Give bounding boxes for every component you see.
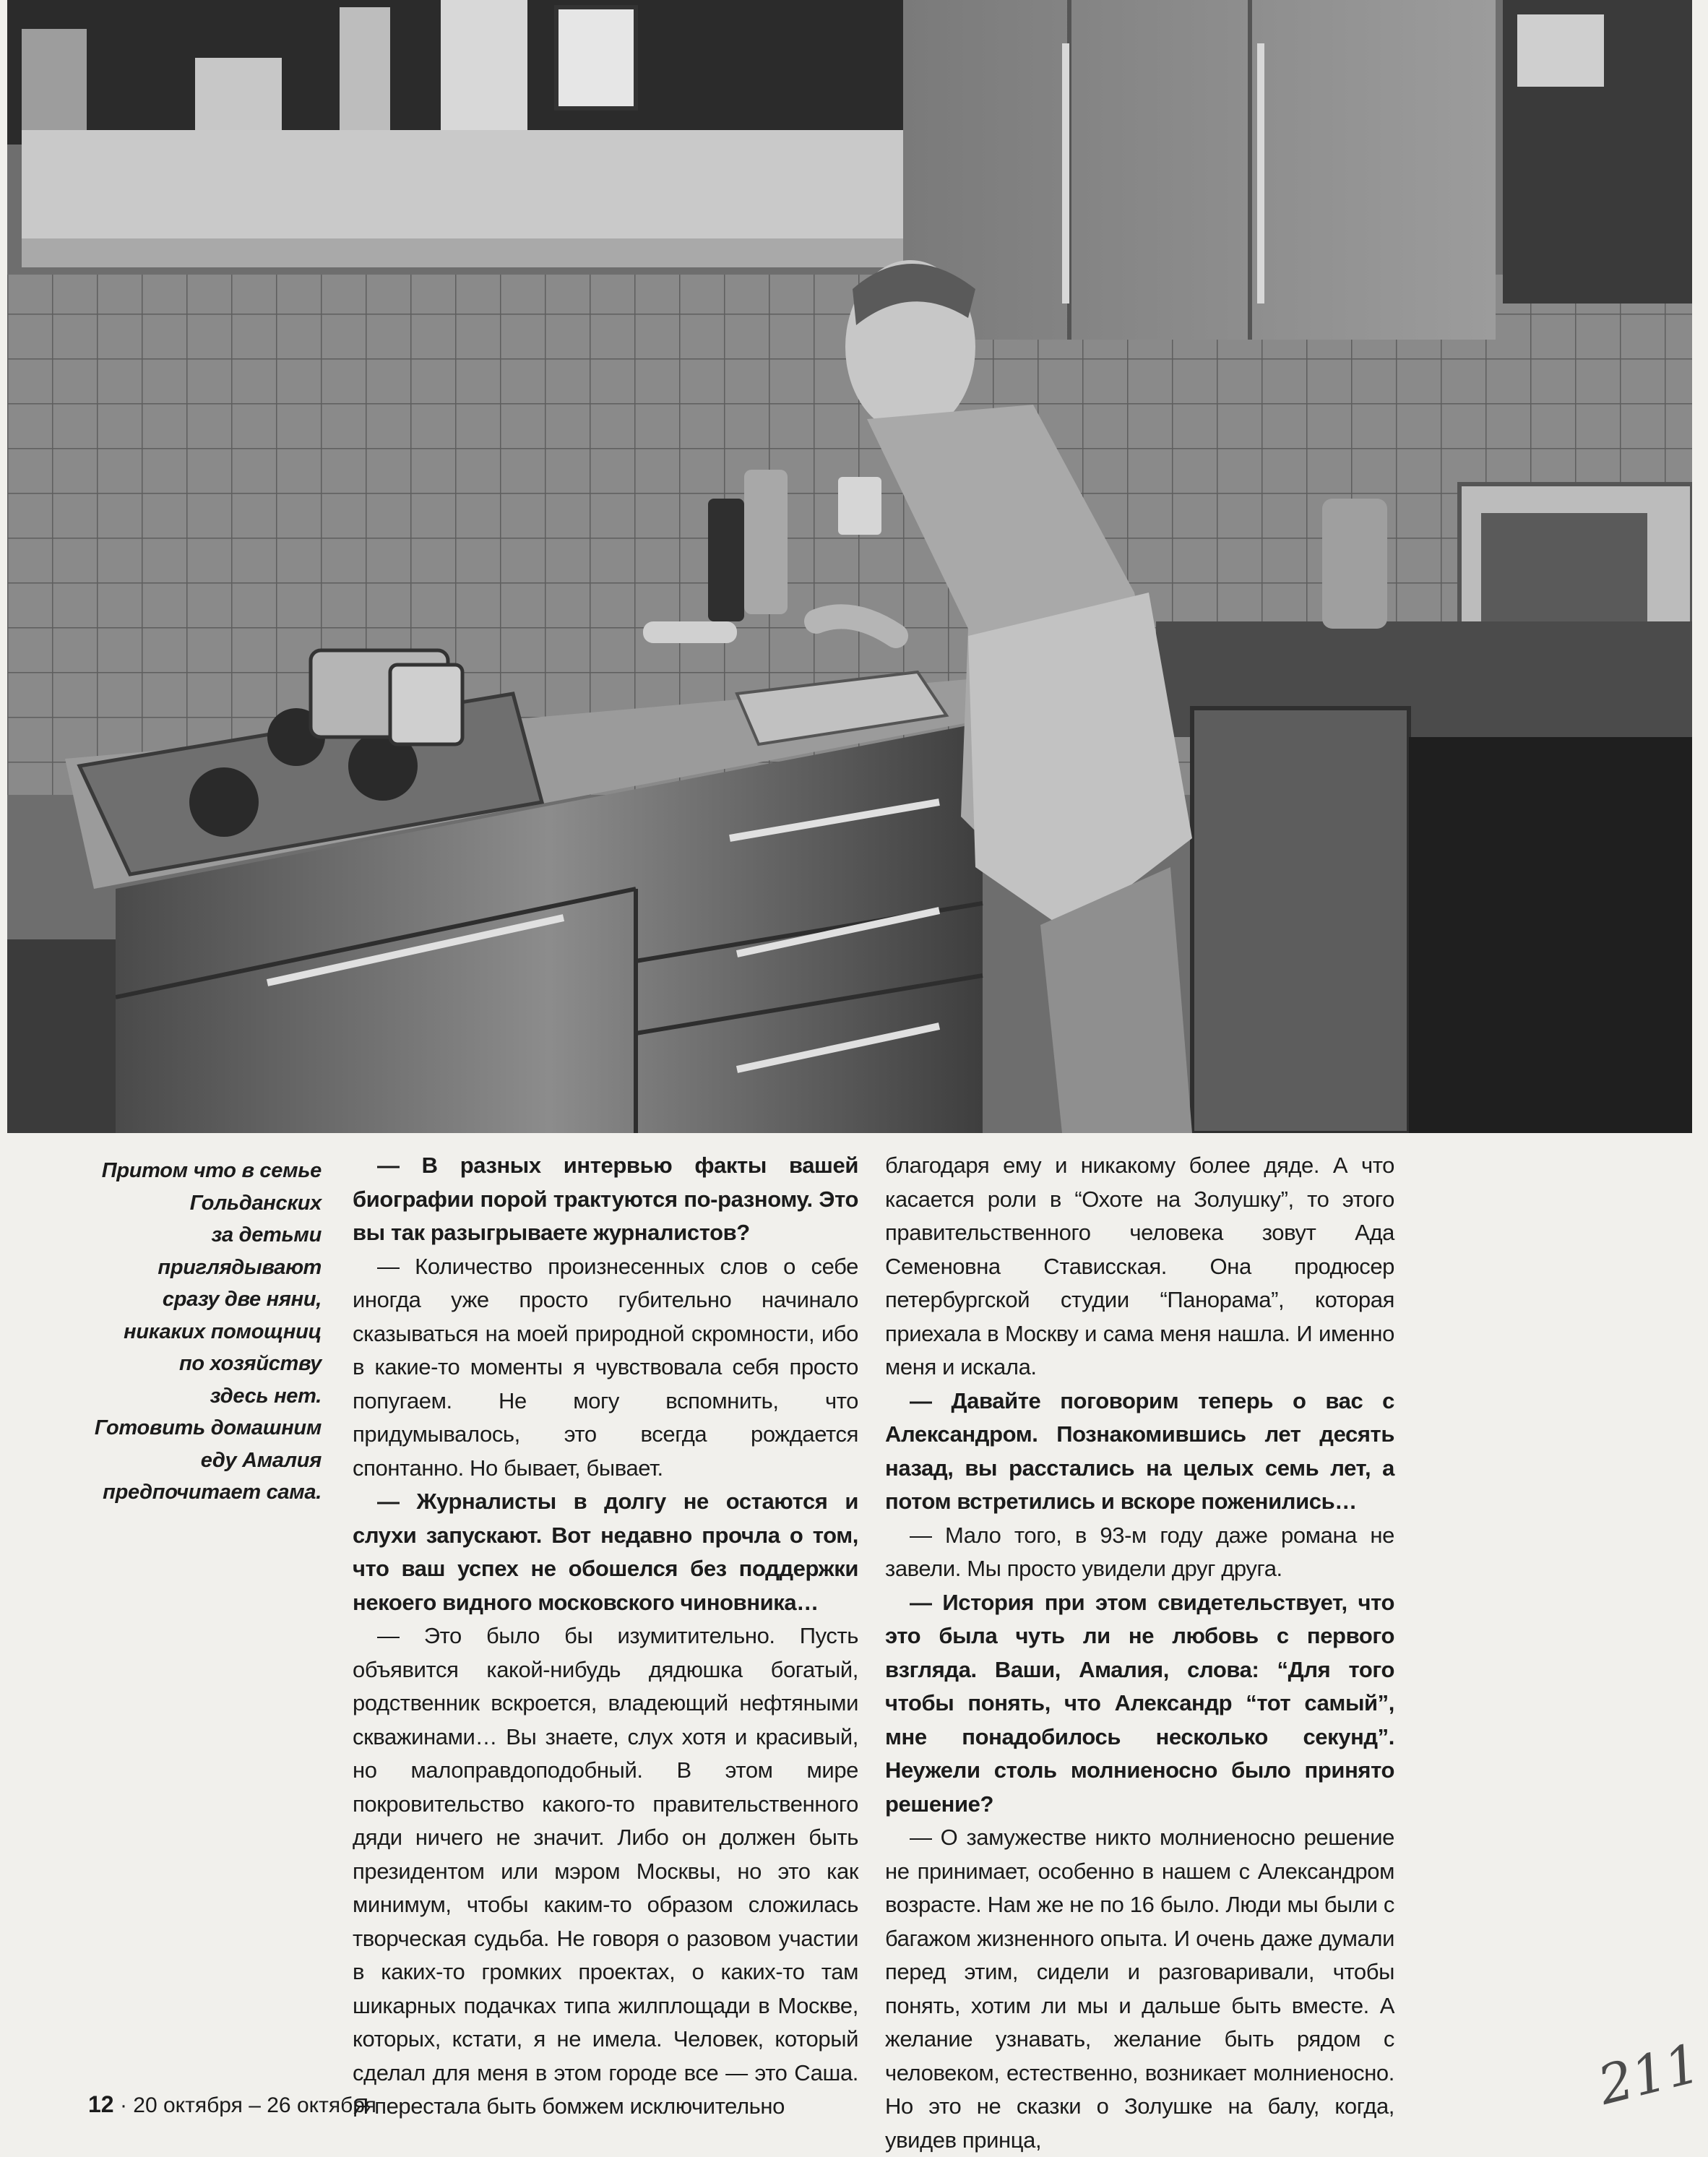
interview-question: — История при этом свидетельствует, что это была чуть ли не любовь с первого взгляда. Ваши, Амалия, слова: “Для того чтобы понять, что Александр “тот самый”, мне понадобилось несколько секунд”. Неужели столь молниеносно было принято решение? — [885, 1589, 1394, 1817]
interview-answer-continued: благодаря ему и никакому более дяде. А что касается роли в “Охоте на Золушку”, то этого правительственного человека зовут Ада Семеновна Стависская. Она продюсер петербургской студии “Панорама”, которая приехала в Москву и сама меня нашла. И именно меня и искала. — [885, 1153, 1394, 1379]
caption-line: за детьми — [211, 1223, 322, 1247]
caption-line: Готовить домашним — [94, 1416, 322, 1439]
article-column-1 — [353, 1149, 858, 2124]
caption-line: здесь нет. — [210, 1384, 322, 1408]
interview-question: — Давайте поговорим теперь о вас с Александром. Познакомившись лет десять назад, вы расстались на целых семь лет, а потом встретились и вскоре поженились… — [885, 1387, 1394, 1514]
article-column-2 — [885, 1149, 1394, 2157]
handwritten-number: 211 — [1592, 2032, 1707, 2117]
interview-answer: — Количество произнесенных слов о себе иногда уже просто губительно начинало сказываться на моей природной скромности, ибо в какие-то моменты я чувствовала себя просто попугаем. Не могу вспомнить, что придумывалось, это всегда рождается спонтанно. Но бывает, бывает. — [353, 1253, 858, 1481]
caption-line: Гольданских — [189, 1191, 322, 1215]
caption-line: Притом что в семье — [101, 1159, 322, 1182]
caption-line: никаких помощниц — [124, 1319, 322, 1343]
caption-line: по хозяйству — [178, 1352, 322, 1375]
caption-line: предпочитает сама. — [103, 1481, 322, 1504]
photo-caption — [87, 1155, 322, 1509]
caption-line: приглядывают — [158, 1255, 322, 1279]
interview-answer: — О замужестве никто молниеносно решение не принимает, особенно в нашем с Александром возрасте. Нам же не по 16 было. Люди мы были с багажом жизненного опыта. И очень даже думали перед этим, сидели и разговаривали, чтобы понять, хотим ли мы и дальше быть вместе. А желание узнавать, желание быть рядом с человеком, естественно, возникает молниеносно. Но это не сказки о Золушке на балу, когда, увидев принца, — [885, 1825, 1394, 2153]
caption-line: сразу две няни, — [162, 1288, 322, 1311]
footer-separator: · — [119, 2093, 127, 2117]
page-number: 12 — [88, 2091, 114, 2117]
interview-answer: — Это было бы изумитительно. Пусть объявится какой-нибудь дядюшка богатый, родственник вскроется, владеющий нефтяными скважинами… Вы знаете, слух хотя и красивый, но малоправдоподобный. В этом мире покровительство какого-то правительственного дяди ничего не значит. Либо он должен быть президентом или мэром Москвы, но это как минимум, чтобы каким-то образом сложилась творческая судьба. Не говоря о разовом участии в каких-то громких проектах, о каких-то там шикарных подачках типа жилплощади в Москве, которых, кстати, я не имела. Человек, который сделал для меня в этом городе все — это Саша. Я перестала быть бомжем исключительно — [353, 1623, 858, 2119]
interview-question: — Журналисты в долгу не остаются и слухи запускают. Вот недавно прочла о том, что ваш успех не обошелся без поддержки некоего видного московского чиновника… — [353, 1489, 858, 1615]
caption-line: еду Амалия — [200, 1448, 322, 1472]
page-footer — [88, 2091, 376, 2118]
interview-answer: — Мало того, в 93-м году даже романа не завели. Мы просто увидели друг друга. — [885, 1522, 1394, 1581]
issue-dates: 20 октября – 26 октября — [133, 2093, 376, 2117]
kitchen-photo — [7, 0, 1692, 1133]
interview-question: — В разных интервью факты вашей биографии порой трактуются по-разному. Это вы так разыгрываете журналистов? — [353, 1153, 858, 1245]
